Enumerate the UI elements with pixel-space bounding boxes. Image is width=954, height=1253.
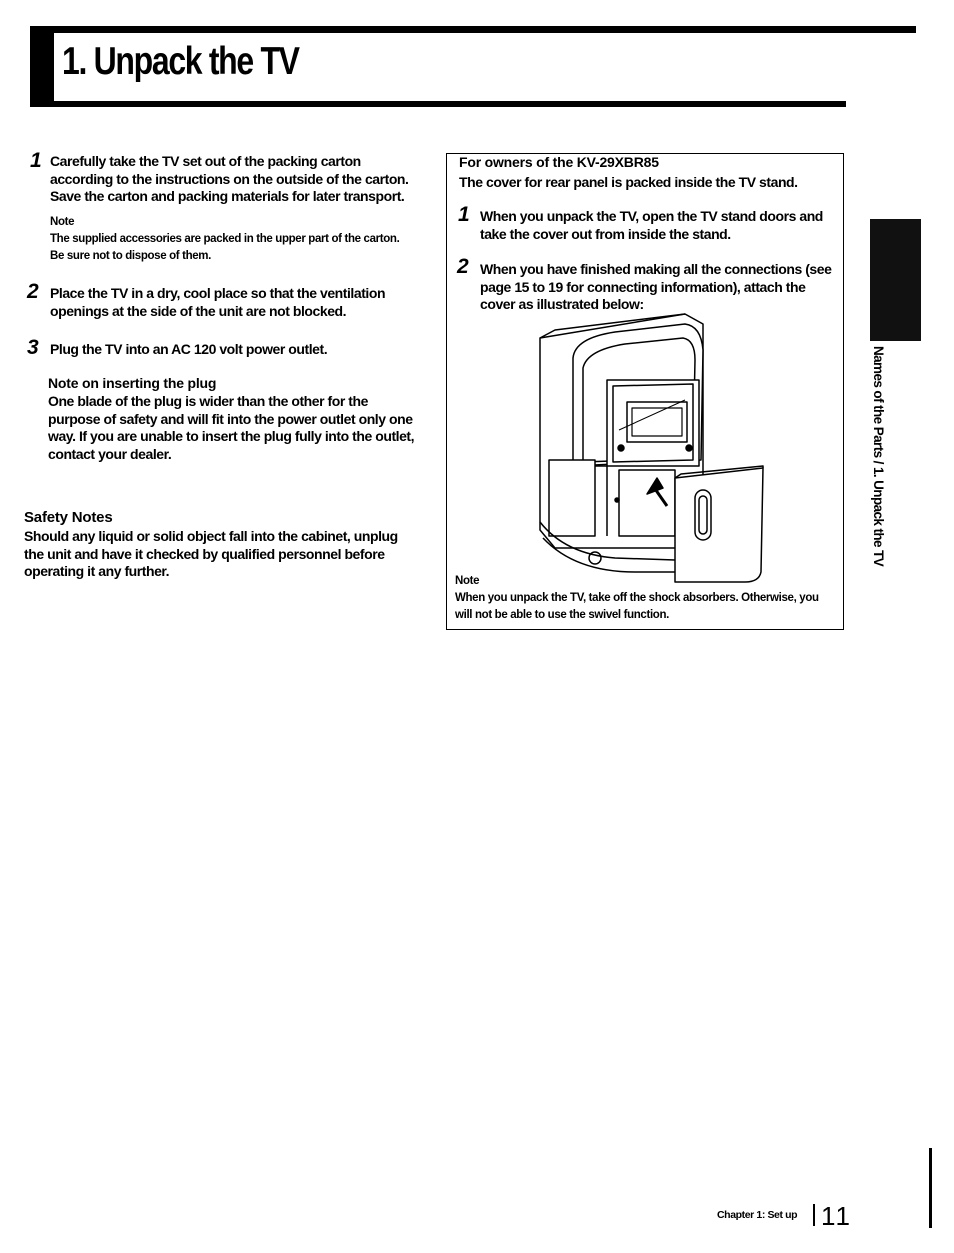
note-plug-title: Note on inserting the plug <box>48 375 217 391</box>
step-number: 2 <box>27 280 39 303</box>
footer-separator <box>813 1204 815 1226</box>
step-number: 1 <box>30 149 42 172</box>
box-note-title: Note <box>455 575 480 587</box>
box-title: For owners of the KV-29XBR85 <box>459 154 659 170</box>
page-number: 11 <box>821 1201 852 1231</box>
title-underline-rule <box>30 101 846 107</box>
step-text: When you unpack the TV, open the TV stand doors and take the cover out from inside the stand. <box>480 208 823 242</box>
chapter-side-label: Names of the Parts / 1. Unpack the TV <box>871 346 886 567</box>
top-rule <box>30 26 916 33</box>
title-marker-block <box>30 33 54 101</box>
safety-notes-text: Should any liquid or solid object fall into the cabinet, unplug the unit and have it checked by qualified personnel before operating it any further. <box>24 528 398 579</box>
tv-cover-illustration <box>535 310 770 588</box>
step-text: Place the TV in a dry, cool place so that the ventilation openings at the side of the unit are not blocked. <box>50 285 386 319</box>
step-number: 3 <box>27 336 39 359</box>
note-plug-text: One blade of the plug is wider than the other for the purpose of safety and will fit into the power outlet only one way. If you are unable to insert the plug fully into the outlet, contact your dealer. <box>48 393 415 462</box>
note-text: The supplied accessories are packed in the upper part of the carton. Be sure not to dispose of them. <box>50 233 400 262</box>
safety-notes-title: Safety Notes <box>24 509 113 526</box>
note-title: Note <box>50 216 75 228</box>
step-number: 2 <box>457 255 469 278</box>
step-text: Carefully take the TV set out of the packing carton according to the instructions on the outside of the carton. Save the carton and packing materials for later transport. <box>50 153 409 204</box>
step-number: 1 <box>458 203 470 226</box>
step-text: When you have finished making all the connections (see page 15 to 19 for connecting information), attach the cover as illustrated below: <box>480 261 832 312</box>
chapter-side-tab <box>870 219 921 341</box>
page-title: 1. Unpack the TV <box>62 40 299 83</box>
step-text: Plug the TV into an AC 120 volt power outlet. <box>50 341 328 357</box>
box-intro: The cover for rear panel is packed inside the TV stand. <box>459 174 798 190</box>
footer-chapter-label: Chapter 1: Set up <box>717 1209 798 1221</box>
box-note-text: When you unpack the TV, take off the shock absorbers. Otherwise, you will not be able to use the swivel function. <box>455 592 819 621</box>
page-edge-mark <box>929 1148 932 1228</box>
